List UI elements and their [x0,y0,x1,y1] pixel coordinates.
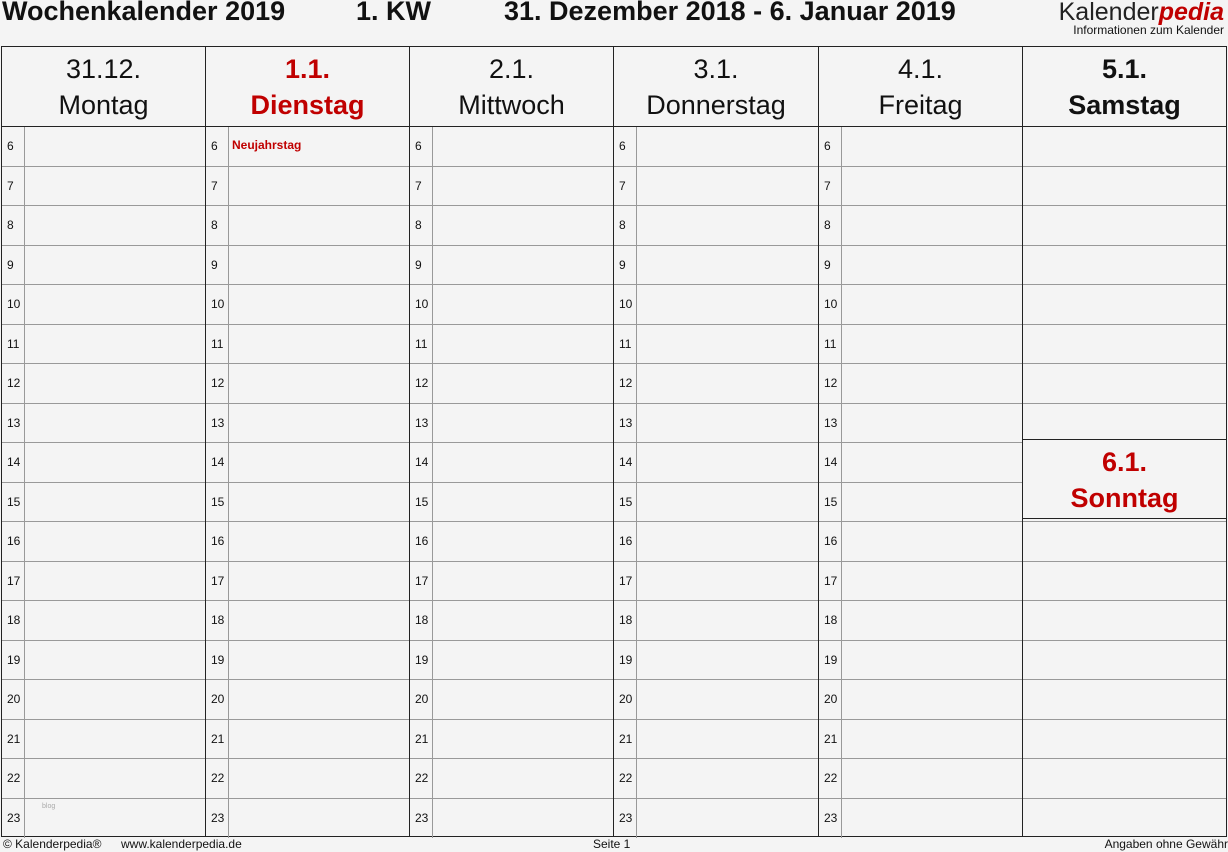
day-name: Freitag [878,90,963,120]
hour-label: 22 [410,759,433,798]
hour-slot[interactable] [614,522,818,562]
logo-accent-text: pedia [1158,0,1224,26]
hour-label: 10 [2,285,25,324]
hour-slot[interactable] [2,206,205,246]
hour-slot[interactable] [206,522,409,562]
hour-label: 14 [614,443,637,482]
hour-label: 20 [410,680,433,719]
date-range: 31. Dezember 2018 - 6. Januar 2019 [504,0,956,26]
hour-label: 23 [819,799,842,839]
hour-slot[interactable] [1023,246,1226,286]
hour-slot[interactable] [206,404,409,444]
hour-label: 6 [614,127,637,166]
hour-label: 8 [614,206,637,245]
hour-label: 16 [819,522,842,561]
hour-label: 16 [2,522,25,561]
hour-label: 16 [410,522,433,561]
hour-slot[interactable] [1023,167,1226,207]
hour-slot[interactable] [2,127,205,167]
kalenderpedia-logo[interactable] [1059,0,1224,37]
hour-label: 15 [410,483,433,522]
day-header [614,47,818,127]
hour-slot[interactable] [206,206,409,246]
day-header [206,47,409,127]
hour-label: 9 [2,246,25,285]
day-column [206,47,410,836]
page-footer [0,837,1228,852]
hour-label: 12 [614,364,637,403]
hour-slot[interactable] [206,641,409,681]
hour-slot[interactable] [1023,680,1226,720]
hour-label: 7 [614,167,637,206]
hour-label: 18 [819,601,842,640]
hour-slot[interactable] [206,325,409,365]
hour-slot[interactable] [819,443,1022,483]
hour-slot[interactable] [2,562,205,602]
hour-label: 15 [2,483,25,522]
hour-slot[interactable] [410,364,613,404]
hour-slot[interactable] [206,364,409,404]
hour-slot[interactable] [1023,285,1226,325]
hour-slot[interactable] [410,246,613,286]
hour-slot[interactable] [819,799,1022,839]
hour-label: 22 [614,759,637,798]
hour-label: 16 [614,522,637,561]
hour-label: 20 [819,680,842,719]
hour-slot[interactable] [614,325,818,365]
hour-label: 22 [206,759,229,798]
hour-slot[interactable] [2,246,205,286]
hour-slot[interactable] [819,759,1022,799]
hour-slot[interactable] [410,799,613,839]
hour-label: 19 [819,641,842,680]
hour-slot[interactable] [2,285,205,325]
hour-slot[interactable] [614,246,818,286]
sunday-date: 6.1. [1101,447,1148,477]
hour-label: 21 [819,720,842,759]
hour-label: 23 [2,799,25,839]
hour-label: 8 [206,206,229,245]
hour-label: 17 [2,562,25,601]
hour-slot[interactable] [614,799,818,839]
hour-slot[interactable] [614,404,818,444]
hour-slot[interactable] [819,601,1022,641]
hour-slot[interactable] [819,483,1022,523]
hour-slot[interactable] [819,404,1022,444]
hour-slot[interactable] [614,601,818,641]
hour-slot[interactable] [1023,404,1226,444]
hour-label: 18 [2,601,25,640]
holiday-label: Neujahrstag [232,138,302,152]
hour-slot[interactable] [2,680,205,720]
hour-label: 6 [819,127,842,166]
hour-slot[interactable] [614,562,818,602]
hour-slot[interactable] [1023,720,1226,760]
hour-slot[interactable] [819,206,1022,246]
hour-slot[interactable] [2,167,205,207]
hour-slot[interactable] [1023,759,1226,799]
hour-slot[interactable] [819,641,1022,681]
calendar-header [0,0,1228,46]
hour-slot[interactable] [2,443,205,483]
hour-slot[interactable] [2,641,205,681]
hour-slot[interactable] [410,759,613,799]
hour-slot[interactable] [614,443,818,483]
day-header [2,47,205,127]
hour-slot[interactable] [410,206,613,246]
hour-slot[interactable] [206,759,409,799]
hour-label: 7 [206,167,229,206]
hour-slot[interactable] [410,285,613,325]
hour-label: 13 [410,404,433,443]
hour-slot[interactable] [2,325,205,365]
footer-disclaimer: Angaben ohne Gewähr [1104,837,1228,851]
hour-slot[interactable] [410,522,613,562]
hour-label: 19 [2,641,25,680]
hour-label: 12 [410,364,433,403]
hour-slot[interactable] [614,127,818,167]
hour-label: 15 [819,483,842,522]
footer-copyright: © Kalenderpedia® [3,837,102,851]
hour-slot[interactable] [206,246,409,286]
hour-slot[interactable] [410,167,613,207]
hour-slot[interactable] [2,364,205,404]
day-date: 31.12. [65,54,142,84]
hour-slot[interactable] [819,246,1022,286]
hour-label: 17 [206,562,229,601]
day-column [410,47,614,836]
sunday-name: Sonntag [1070,483,1179,513]
hour-slot[interactable] [614,285,818,325]
hour-label: 12 [2,364,25,403]
hour-label: 7 [819,167,842,206]
day-date: 5.1. [1101,54,1148,84]
hour-label: 8 [2,206,25,245]
hour-slot[interactable] [410,641,613,681]
hour-label: 21 [614,720,637,759]
hour-label: 15 [206,483,229,522]
hour-slot[interactable] [410,562,613,602]
hour-label: 7 [2,167,25,206]
hour-label: 9 [410,246,433,285]
hour-slot[interactable] [1023,127,1226,167]
week-number: 1. KW [356,0,432,26]
hour-label: 23 [206,799,229,839]
hour-slot[interactable] [2,720,205,760]
hour-slot[interactable] [2,799,205,839]
hour-slot[interactable] [614,364,818,404]
hour-label: 22 [2,759,25,798]
hour-slot[interactable] [410,680,613,720]
hour-slot[interactable] [819,562,1022,602]
day-name: Montag [58,90,149,120]
day-date: 1.1. [284,54,331,84]
hour-label: 11 [614,325,637,364]
hour-label: 13 [2,404,25,443]
hour-slot[interactable] [2,522,205,562]
day-header [819,47,1022,127]
hour-slot[interactable] [206,601,409,641]
hour-label: 13 [206,404,229,443]
hour-label: 21 [206,720,229,759]
hour-label: 14 [206,443,229,482]
hour-slot[interactable] [1023,799,1226,839]
day-header [1023,47,1226,127]
day-name: Donnerstag [646,90,786,120]
hour-slot[interactable] [206,167,409,207]
hour-slot[interactable] [1023,641,1226,681]
hour-label: 11 [2,325,25,364]
hour-label: 19 [614,641,637,680]
hour-label: 17 [410,562,433,601]
hour-label: 11 [819,325,842,364]
hour-label: 7 [410,167,433,206]
hour-slot[interactable] [206,483,409,523]
hour-slot[interactable] [1023,562,1226,602]
hour-label: 21 [410,720,433,759]
hour-label: 9 [206,246,229,285]
hour-label: 18 [410,601,433,640]
hour-slot[interactable] [410,720,613,760]
hour-slot[interactable] [2,404,205,444]
hour-slot[interactable] [614,483,818,523]
hour-slot[interactable] [1023,601,1226,641]
hour-slot[interactable] [410,325,613,365]
hour-label: 17 [819,562,842,601]
calendar-title: Wochenkalender 2019 [2,0,286,26]
hour-label: 6 [206,127,229,166]
hour-label: 10 [614,285,637,324]
footer-url[interactable]: www.kalenderpedia.de [121,837,242,851]
hour-slot[interactable] [614,680,818,720]
hour-slot[interactable] [1023,206,1226,246]
day-name: Dienstag [250,90,365,120]
hour-label: 20 [614,680,637,719]
hour-slot[interactable] [2,601,205,641]
hour-slot[interactable] [206,562,409,602]
hour-slot[interactable] [819,720,1022,760]
hour-label: 23 [410,799,433,839]
hour-slot[interactable] [1023,522,1226,562]
hour-label: 9 [819,246,842,285]
hour-label: 17 [614,562,637,601]
hour-label: 8 [410,206,433,245]
day-column [2,47,206,836]
sunday-header [1023,439,1226,519]
logo-subtitle: Informationen zum Kalender [1073,23,1224,37]
hour-slot[interactable] [2,759,205,799]
hour-label: 6 [2,127,25,166]
hour-label: 11 [410,325,433,364]
hour-slot[interactable] [614,720,818,760]
footer-page-number: Seite 1 [593,837,631,851]
hour-label: 19 [206,641,229,680]
hour-slot[interactable] [819,167,1022,207]
hour-label: 21 [2,720,25,759]
hour-slot[interactable] [819,680,1022,720]
hour-slot[interactable] [819,285,1022,325]
hour-label: 9 [614,246,637,285]
hour-label: 20 [2,680,25,719]
day-date: 2.1. [488,54,535,84]
hour-label: 12 [819,364,842,403]
hour-slot[interactable] [410,601,613,641]
hour-label: 10 [410,285,433,324]
hour-slot[interactable] [206,720,409,760]
day-date: 4.1. [897,54,944,84]
hour-slot[interactable] [206,285,409,325]
hour-slot[interactable] [819,522,1022,562]
hour-slot[interactable] [206,127,409,167]
hour-label: 14 [2,443,25,482]
hour-label: 20 [206,680,229,719]
hour-label: 13 [819,404,842,443]
hour-slot[interactable] [206,680,409,720]
hour-slot[interactable] [819,364,1022,404]
hour-slot[interactable] [614,641,818,681]
day-header [410,47,613,127]
hour-label: 18 [614,601,637,640]
hour-label: 14 [410,443,433,482]
hour-label: 14 [819,443,842,482]
hour-slot[interactable] [1023,364,1226,404]
hour-slot[interactable] [410,404,613,444]
hour-label: 16 [206,522,229,561]
hour-label: 23 [614,799,637,839]
hour-slot[interactable] [410,443,613,483]
week-grid [1,46,1227,837]
hour-label: 18 [206,601,229,640]
hour-slot[interactable] [1023,325,1226,365]
hour-label: 11 [206,325,229,364]
hour-label: 10 [819,285,842,324]
hour-label: 12 [206,364,229,403]
day-date: 3.1. [693,54,739,84]
hour-slot[interactable] [206,443,409,483]
logo-text: Kalender [1058,0,1159,26]
day-column [614,47,819,836]
hour-label: 13 [614,404,637,443]
tiny-note: blog [42,803,56,810]
hour-slot[interactable] [410,483,613,523]
hour-slot[interactable] [614,206,818,246]
day-name: Samstag [1068,90,1181,120]
hour-slot[interactable] [819,127,1022,167]
hour-label: 19 [410,641,433,680]
hour-label: 8 [819,206,842,245]
hour-label: 10 [206,285,229,324]
hour-label: 6 [410,127,433,166]
hour-slot[interactable] [614,759,818,799]
hour-slot[interactable] [614,167,818,207]
hour-slot[interactable] [206,799,409,839]
hour-label: 22 [819,759,842,798]
hour-label: 15 [614,483,637,522]
day-name: Mittwoch [458,90,565,120]
day-column [819,47,1023,836]
hour-slot[interactable] [410,127,613,167]
hour-slot[interactable] [2,483,205,523]
hour-slot[interactable] [819,325,1022,365]
day-column [1023,47,1226,836]
